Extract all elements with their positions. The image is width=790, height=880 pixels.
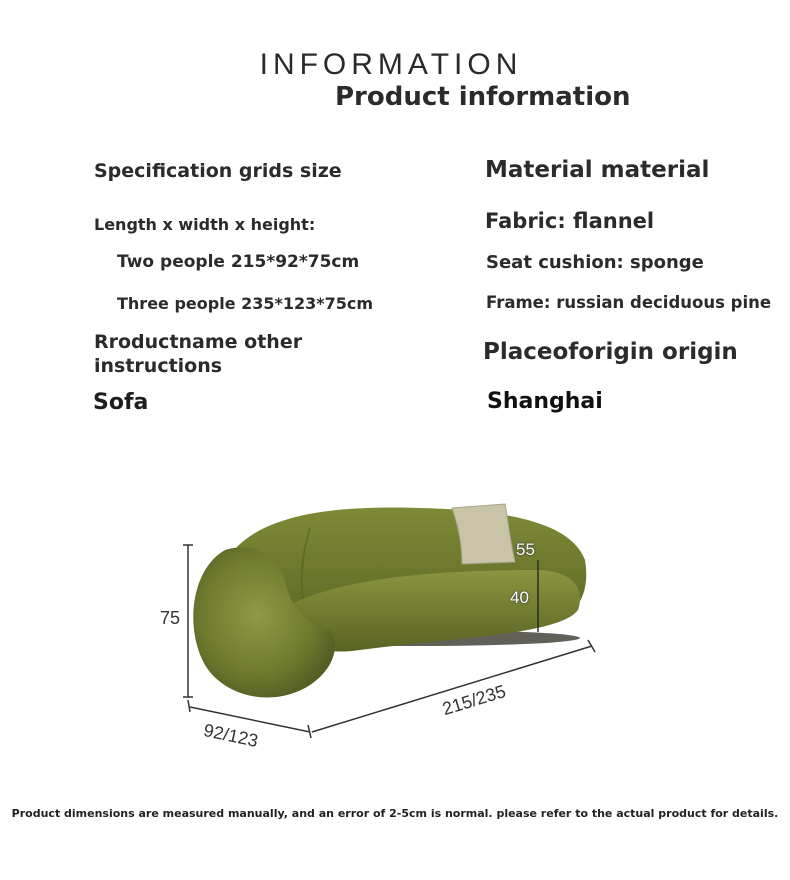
length-dimension-cap-right xyxy=(588,640,595,652)
product-name-value: Sofa xyxy=(93,390,149,415)
height-label: 75 xyxy=(160,608,181,628)
product-name-heading-line2: instructions xyxy=(94,355,223,377)
fabric-value: Fabric: flannel xyxy=(485,209,655,233)
header-title: INFORMATION xyxy=(259,48,523,81)
material-heading: Material material xyxy=(485,157,710,183)
seat-cushion-value: Seat cushion: sponge xyxy=(486,252,704,273)
dimensions-label: Length x width x height: xyxy=(94,215,316,234)
depth-label: 92/123 xyxy=(201,720,260,752)
sofa-pillow xyxy=(452,504,515,564)
length-dimension-line xyxy=(312,646,592,732)
specification-heading: Specification grids size xyxy=(94,160,342,182)
seat-height-label: 40 xyxy=(510,588,529,607)
header-subtitle: Product information xyxy=(335,82,631,112)
origin-heading: Placeoforigin origin xyxy=(483,339,738,365)
product-name-heading xyxy=(94,330,302,378)
origin-value: Shanghai xyxy=(487,389,603,414)
footnote: Product dimensions are measured manually, and an error of 2-5cm is normal. please refer to the actual product for details. xyxy=(11,807,779,820)
three-people-size: Three people 235*123*75cm xyxy=(117,294,374,313)
sofa-dimension-diagram xyxy=(0,460,790,760)
back-height-label: 55 xyxy=(516,540,535,559)
two-people-size: Two people 215*92*75cm xyxy=(117,252,360,272)
depth-dimension-cap-left xyxy=(188,700,190,712)
product-name-heading-line1: Rroductname other xyxy=(94,331,303,353)
length-label: 215/235 xyxy=(440,680,509,720)
frame-value: Frame: russian deciduous pine xyxy=(486,293,772,312)
